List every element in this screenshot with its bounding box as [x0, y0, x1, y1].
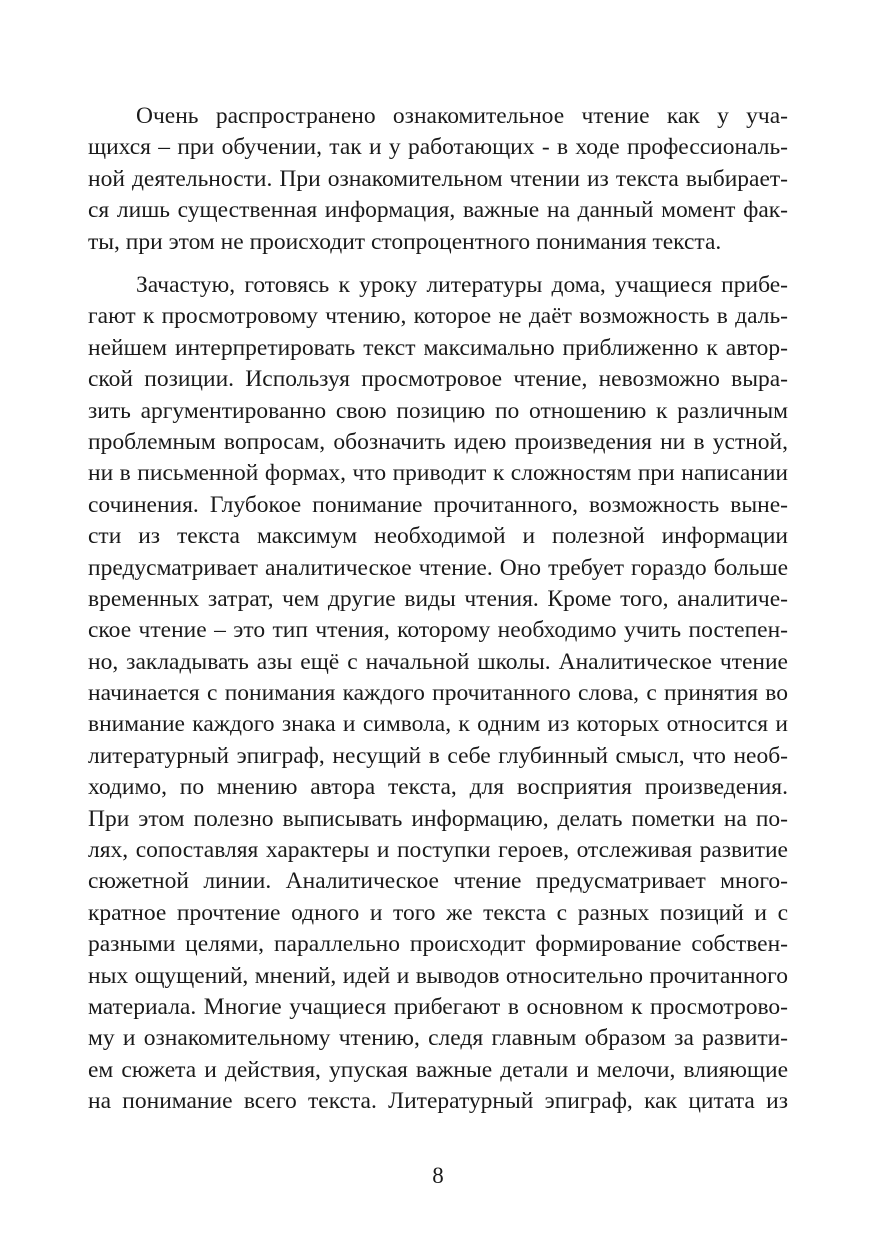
text-line: но, закладывать азы ещё с начальной школы. Аналитическое чтение	[88, 648, 788, 675]
text-line: временных затрат, чем другие виды чтения. Кроме того, аналитиче-	[88, 585, 788, 612]
text-line: материала. Многие учащиеся прибегают в основном к просмотрово-	[88, 993, 788, 1020]
text-line: ты, при этом не происходит стопроцентного понимания текста.	[88, 228, 722, 255]
text-line: Очень распространено ознакомительное чтение как у уча-	[136, 103, 788, 129]
paragraph-1	[88, 101, 788, 258]
text-line: сти из текста максимум необходимой и полезной информации	[88, 523, 788, 550]
text-line: гают к просмотровому чтению, которое не даёт возможность в даль-	[88, 303, 788, 330]
text-line: зить аргументированно свою позицию по отношению к различным	[88, 397, 788, 424]
page-number: 8	[432, 1163, 444, 1188]
text-line: разными целями, параллельно происходит формирование собствен-	[88, 931, 788, 958]
text-line: му и ознакомительному чтению, следя главным образом за развити-	[88, 1025, 788, 1052]
paragraph-2	[88, 270, 788, 1118]
text-line: ской позиции. Используя просмотровое чтение, невозможно выра-	[88, 366, 788, 393]
text-line: литературный эпиграф, несущий в себе глубинный смысл, что необ-	[88, 742, 788, 769]
text-line: нейшем интерпретировать текст максимально приближенно к автор-	[88, 334, 788, 361]
text-line: щихся – при обучении, так и у работающих - в ходе профессиональ-	[88, 134, 788, 161]
text-line: лях, сопоставляя характеры и поступки героев, отслеживая развитие	[88, 837, 788, 864]
text-line: предусматривает аналитическое чтение. Оно требует гораздо больше	[88, 554, 788, 581]
text-line: ной деятельности. При ознакомительном чтении из текста выбирает-	[88, 165, 788, 192]
text-line: сюжетной линии. Аналитическое чтение предусматривает много-	[88, 868, 788, 895]
text-line: сочинения. Глубокое понимание прочитанного, возможность выне-	[88, 491, 788, 518]
text-line: ходимо, по мнению автора текста, для восприятия произведения.	[88, 774, 788, 801]
text-line: Зачастую, готовясь к уроку литературы дома, учащиеся прибе-	[136, 272, 788, 298]
text-line: проблемным вопросам, обозначить идею произведения ни в устной,	[88, 428, 788, 455]
text-line: внимание каждого знака и символа, к одним из которых относится и	[88, 711, 788, 738]
text-line: кратное прочтение одного и того же текста с разных позиций и с	[88, 899, 788, 926]
text-line: ское чтение – это тип чтения, которому необходимо учить постепен-	[88, 617, 788, 644]
text-line: начинается с понимания каждого прочитанного слова, с принятия во	[88, 680, 788, 707]
text-line: ся лишь существенная информация, важные на данный момент фак-	[88, 197, 788, 224]
text-line: ем сюжета и действия, упуская важные детали и мелочи, влияющие	[88, 1056, 788, 1083]
text-line: При этом полезно выписывать информацию, делать пометки на по-	[88, 805, 788, 832]
text-line: на понимание всего текста. Литературный эпиграф, как цитата из	[88, 1088, 788, 1115]
text-line: ных ощущений, мнений, идей и выводов относительно прочитанного	[88, 962, 788, 989]
text-line: ни в письменной формах, что приводит к сложностям при написании	[88, 460, 788, 487]
